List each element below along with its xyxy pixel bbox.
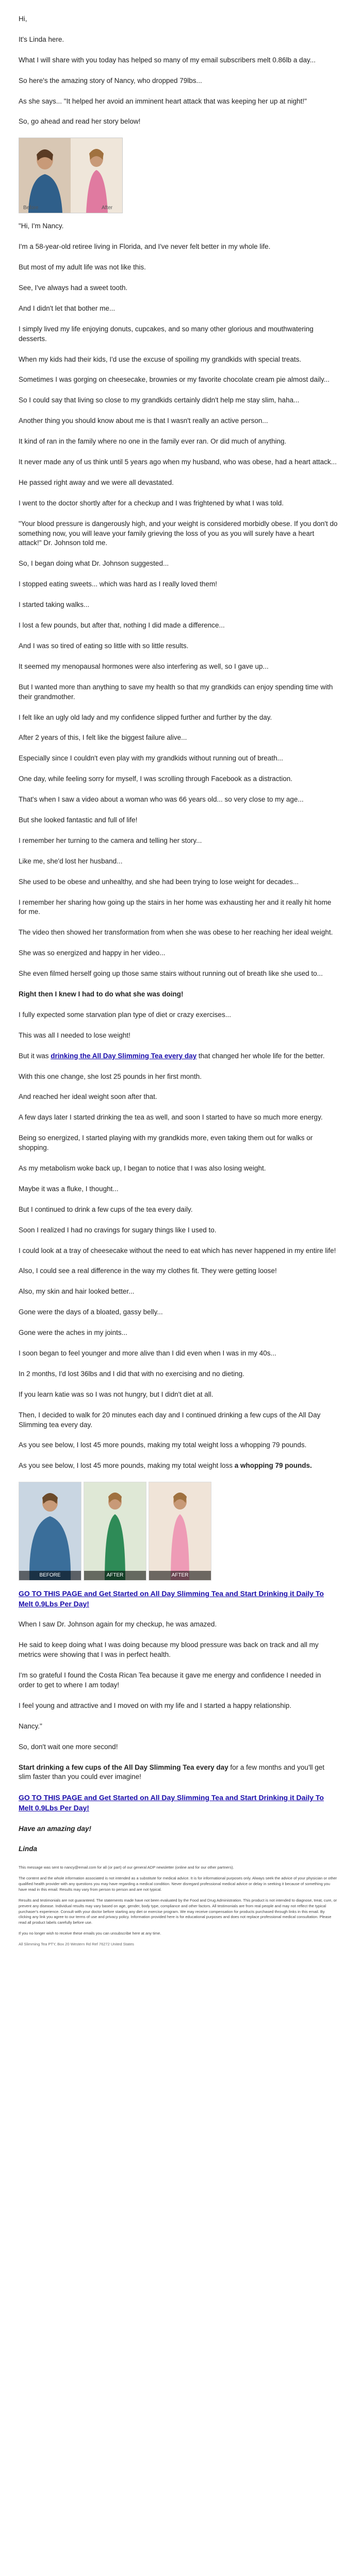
story-paragraph: So I could say that living so close to my grandkids certainly didn't help me stay slim, haha... [19, 396, 300, 404]
results-paragraph: Soon I realized I had no cravings for sugary things like I used to. [19, 1226, 217, 1234]
email-body [19, 0, 338, 1947]
story-paragraph: I lost a few pounds, but after that, nothing I did made a difference... [19, 621, 225, 630]
results-paragraph: But I continued to drink a few cups of the tea every daily. [19, 1205, 193, 1213]
story-paragraph: She was so energized and happy in her video... [19, 949, 166, 957]
results-paragraph: Also, my skin and hair looked better... [19, 1287, 135, 1296]
final-weight: As you see below, I lost 45 more pounds, making my total weight loss a whopping 79 pounds. [19, 1462, 312, 1470]
after-photo-1 [84, 1482, 146, 1581]
tea-intro: But it was drinking the All Day Slimming Tea every day that changed her whole life for the better. [19, 1052, 325, 1060]
intro-paragraph: Hi, [19, 15, 27, 23]
closing-paragraph: I'm so grateful I found the Costa Rican Tea because it gave me energy and confidence I needed in order to get to where I am today! [19, 1671, 321, 1689]
story-paragraph: Another thing you should know about me is that I wasn't really an active person... [19, 417, 268, 425]
story-section [19, 222, 338, 979]
intro-paragraph: What I will share with you today has helped so many of my email subscribers melt 0.86lb a day... [19, 56, 316, 64]
mid-section [19, 1010, 338, 1041]
results-paragraph: I soon began to feel younger and more alive than I did even when I was in my 40s... [19, 1349, 276, 1357]
before-after-gallery [19, 1482, 338, 1581]
story-paragraph: She even filmed herself going up those same stairs without running out of breath like she used to... [19, 970, 323, 978]
signoff: Have an amazing day! [19, 1824, 92, 1833]
closing-section [19, 1620, 338, 1752]
signature: Linda [19, 1845, 37, 1853]
story-paragraph: Like me, she'd lost her husband... [19, 857, 123, 865]
story-paragraph: When my kids had their kids, I'd use the excuse of spoiling my grandkids with special treats. [19, 355, 302, 363]
story-paragraph: I felt like an ugly old lady and my confidence slipped further and further by the day. [19, 713, 272, 721]
intro-paragraph: As she says... "It helped her avoid an imminent heart attack that was keeping her up at night!" [19, 97, 307, 105]
story-paragraph: And I was so tired of eating so little with so little results. [19, 641, 189, 650]
cta-link-2[interactable]: GO TO THIS PAGE and Get Started on All Day Slimming Tea and Start Drinking it Daily To Melt 0.9Lbs Per Day! [19, 1793, 324, 1812]
results-paragraph: I could look at a tray of cheesecake without the need to eat which has never happened in my entire life! [19, 1246, 336, 1255]
story-paragraph: He passed right away and we were all devastated. [19, 478, 174, 486]
right-then-text: Right then I knew I had to do what she was doing! [19, 990, 184, 998]
story-paragraph: I went to the doctor shortly after for a checkup and I was frightened by what I was told. [19, 499, 284, 507]
results-paragraph: A few days later I started drinking the tea as well, and soon I started to have so much more energy. [19, 1113, 323, 1122]
story-paragraph: One day, while feeling sorry for myself, I was scrolling through Facebook as a distraction. [19, 775, 292, 783]
story-paragraph: She used to be obese and unhealthy, and she had been trying to lose weight for decades... [19, 877, 299, 886]
after-photo-2 [149, 1482, 211, 1581]
story-paragraph: "Hi, I'm Nancy. [19, 222, 64, 230]
closing-paragraph: When I saw Dr. Johnson again for my checkup, he was amazed. [19, 1620, 217, 1629]
results-paragraph: Gone were the aches in my joints... [19, 1329, 127, 1337]
results-paragraph: Maybe it was a fluke, I thought... [19, 1184, 119, 1193]
tea-link[interactable]: drinking the All Day Slimming Tea every day [51, 1052, 197, 1060]
story-paragraph: That's when I saw a video about a woman who was 66 years old... so very close to my age... [19, 795, 304, 804]
story-paragraph: But she looked fantastic and full of life! [19, 816, 138, 824]
unsubscribe-text[interactable]: If you no longer wish to receive these emails you can unsubscribe here at any time. [19, 1931, 161, 1936]
results-paragraph: And reached her ideal weight soon after that. [19, 1093, 157, 1101]
mid-paragraph: I fully expected some starvation plan type of diet or crazy exercises... [19, 1010, 231, 1019]
cta-link-1[interactable]: GO TO THIS PAGE and Get Started on All Day Slimming Tea and Start Drinking it Daily To Melt 0.9Lbs Per Day! [19, 1589, 324, 1608]
cta-2-text: Start drinking a few cups of the All Day Slimming Tea every day for a few months and you'll get slim faster than you could ever imagine! [19, 1763, 325, 1781]
story-paragraph: And I didn't let that bother me... [19, 304, 116, 312]
results-paragraph: With this one change, she lost 25 pounds in her first month. [19, 1072, 202, 1080]
intro-paragraph: So here's the amazing story of Nancy, who dropped 79lbs... [19, 76, 202, 84]
results-paragraph: Also, I could see a real difference in the way my clothes fit. They were getting loose! [19, 1267, 277, 1275]
mid-paragraph: This was all I needed to lose weight! [19, 1031, 130, 1039]
story-paragraph: The video then showed her transformation from when she was obese to her reaching her ideal weight. [19, 928, 333, 937]
results-paragraph: As my metabolism woke back up, I began to notice that I was also losing weight. [19, 1164, 266, 1172]
story-paragraph: It never made any of us think until 5 years ago when my husband, who was obese, had a heart attack... [19, 458, 337, 466]
footer-address: All Slimming Tea PTY, Box 20 Western Rd Ref 76272 United States [19, 1942, 134, 1947]
closing-paragraph: He said to keep doing what I was doing because my blood pressure was back on track and all my metrics were showing that I was in perfect health. [19, 1641, 319, 1659]
story-paragraph: I'm a 58-year-old retiree living in Florida, and I've never felt better in my whole life. [19, 243, 271, 251]
closing-paragraph: I feel young and attractive and I moved on with my life and I started a happy relationship. [19, 1701, 292, 1709]
before-tag: BEFORE [19, 1571, 81, 1580]
hero-after-label: After [102, 205, 113, 211]
disclaimer-1: This message was sent to nancy@email.com for all (or part) of our general ADP newsletter (online and for our other partners). [19, 1865, 234, 1870]
story-paragraph: I remember her sharing how going up the stairs in her home was exhausting her and it really hit home for me. [19, 898, 332, 916]
results-paragraph: If you learn katie was so I was not hungry, but I didn't diet at all. [19, 1390, 214, 1398]
closing-paragraph: So, don't wait one more second! [19, 1742, 118, 1751]
hero-photo [19, 138, 123, 213]
results-paragraph: As you see below, I lost 45 more pounds, making my total weight loss a whopping 79 pounds. [19, 1441, 307, 1449]
story-paragraph: I remember her turning to the camera and telling her story... [19, 836, 202, 844]
story-paragraph: It seemed my menopausal hormones were also interfering as well, so I gave up... [19, 662, 269, 670]
after-tag-1: AFTER [84, 1571, 146, 1580]
story-paragraph: Especially since I couldn't even play with my grandkids without running out of breath... [19, 754, 283, 762]
results-section [19, 1072, 338, 1451]
disclaimer-2: The content and the whole information associated is not intended as a substitute for medical advice. It is for informational purposes only. Always seek the advice of your physician or other qualified health provider with any questions you may have regarding a medical condition. Never disregard professional medical advice or delay in seeking it because of something you have read in this email. Results may vary from person to person and are not typical. [19, 1876, 337, 1892]
story-paragraph: But I wanted more than anything to save my health so that my grandkids can enjoy spending time with their grandmother. [19, 683, 333, 701]
story-paragraph: Sometimes I was gorging on cheesecake, brownies or my favorite chocolate cream pie almost daily... [19, 376, 330, 384]
results-paragraph: Gone were the days of a bloated, gassy belly... [19, 1308, 163, 1316]
results-paragraph: Being so energized, I started playing with my grandkids more, even taking them out for walks or shopping. [19, 1134, 313, 1152]
disclaimer-3: Results and testimonials are not guaranteed. The statements made have not been evaluated by the Food and Drug Administration. This product is not intended to diagnose, treat, cure, or prevent any disease. Individual results may vary based on age, gender, body type, compliance and other factors. All testimonials are from real people and may not reflect the typical purchaser's experience. Consult with your doctor before starting any diet or exercise program. We may receive compensation for products purchased through links in this email. By clicking any link you agree to our terms of use and privacy policy. Information provided here is for educational purposes and does not replace professional medical consultation. Please read all product labels carefully before use. [19, 1897, 337, 1925]
results-paragraph: Then, I decided to walk for 20 minutes each day and I continued drinking a few cups of the All Day Slimming tea every day. [19, 1411, 321, 1429]
story-paragraph: So, I began doing what Dr. Johnson suggested... [19, 560, 169, 568]
after-tag-2: AFTER [149, 1571, 211, 1580]
hero-before-label: Before [23, 205, 39, 211]
story-paragraph: After 2 years of this, I felt like the biggest failure alive... [19, 734, 187, 742]
story-paragraph: I stopped eating sweets... which was hard as I really loved them! [19, 580, 217, 588]
closing-paragraph: Nancy." [19, 1722, 42, 1730]
story-paragraph: See, I've always had a sweet tooth. [19, 284, 128, 292]
story-paragraph: "Your blood pressure is dangerously high, and your weight is considered morbidly obese. If you don't do something now, you will leave your family grieving the loss of you as you will surely have a heart attack!" Dr. Johnson told me. [19, 519, 338, 547]
story-paragraph: But most of my adult life was not like this. [19, 263, 146, 272]
intro-section [19, 14, 338, 127]
intro-paragraph: It's Linda here. [19, 35, 64, 43]
story-paragraph: It kind of ran in the family where no one in the family ever ran. Or did much of anything. [19, 437, 287, 446]
story-paragraph: I simply lived my life enjoying donuts, cupcakes, and so many other glorious and mouthwatering desserts. [19, 325, 314, 343]
intro-paragraph: So, go ahead and read her story below! [19, 117, 141, 126]
story-paragraph: I started taking walks... [19, 601, 90, 609]
results-paragraph: In 2 months, I'd lost 36lbs and I did that with no exercising and no dieting. [19, 1369, 244, 1378]
before-photo [19, 1482, 81, 1581]
